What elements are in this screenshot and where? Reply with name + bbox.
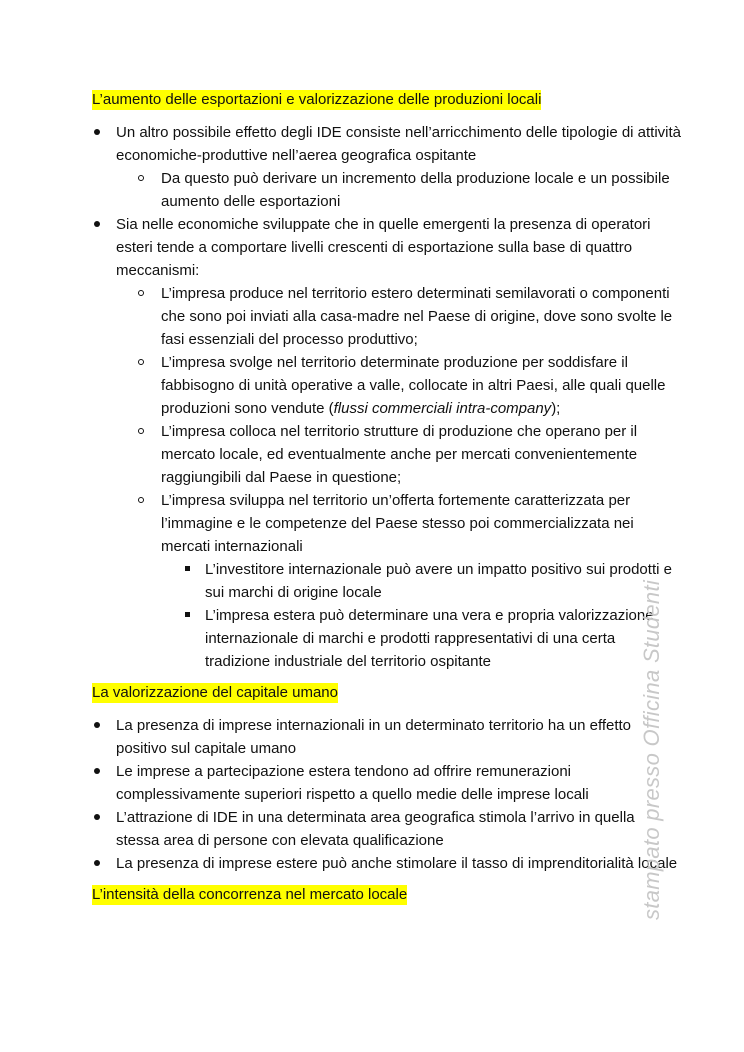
list-item: L’investitore internazionale può avere un impatto positivo sui prodotti e sui marchi di origine locale: [205, 561, 672, 601]
document-page: [92, 88, 682, 906]
list-item: L’impresa colloca nel territorio strutture di produzione che operano per il mercato locale, ed eventualmente anche per mercati convenientemente raggiungibili dal Paese in questione;: [161, 423, 638, 486]
list-item: La presenza di imprese estere può anche stimolare il tasso di imprenditorialità locale: [116, 855, 678, 872]
list-item: Un altro possibile effetto degli IDE consiste nell’arricchimento delle tipologie di attività economiche-produttive nell’aerea geografica ospitante: [116, 124, 682, 164]
watermark-text: stampato presso Officina Studenti: [639, 579, 664, 920]
list-item: La presenza di imprese internazionali in un determinato territorio ha un effetto positivo sul capitale umano: [116, 717, 632, 757]
list-item: L’impresa svolge nel territorio determinate produzione per soddisfare il fabbisogno di unità operative a valle, collocate in altri Paesi, alle quali quelle produzioni sono vendute (flussi commerciali intra-company);: [161, 354, 666, 417]
section-heading-esportazioni: L’aumento delle esportazioni e valorizzazione delle produzioni locali: [92, 91, 542, 108]
list-item: Da questo può derivare un incremento della produzione locale e un possibile aumento delle esportazioni: [161, 170, 670, 210]
section-heading-concorrenza: L’intensità della concorrenza nel mercato locale: [92, 886, 408, 903]
list-item: L’impresa produce nel territorio estero determinati semilavorati o componenti che sono poi inviati alla casa-madre nel Paese di origine, dove sono svolte le fasi essenziali del processo produttivo;: [161, 285, 673, 348]
list-item: L’attrazione di IDE in una determinata area geografica stimola l’arrivo in quella stessa area di persone con elevata qualificazione: [116, 809, 635, 849]
list-item: L’impresa estera può determinare una vera e propria valorizzazione internazionale di marchi e prodotti rappresentativi di una certa tradizione industriale del territorio ospitante: [205, 607, 654, 670]
list-item: L’impresa sviluppa nel territorio un’offerta fortemente caratterizzata per l’immagine e le competenze del Paese stesso poi commercializzata nei mercati internazionali: [161, 492, 634, 555]
list-item: Sia nelle economiche sviluppate che in quelle emergenti la presenza di operatori esteri tende a comportare livelli crescenti di esportazione sulla base di quattro meccanismi:: [116, 216, 651, 279]
section-heading-capitale-umano: La valorizzazione del capitale umano: [92, 684, 338, 701]
list-item: Le imprese a partecipazione estera tendono ad offrire remunerazioni complessivamente superiori rispetto a quello medie delle imprese locali: [116, 763, 589, 803]
